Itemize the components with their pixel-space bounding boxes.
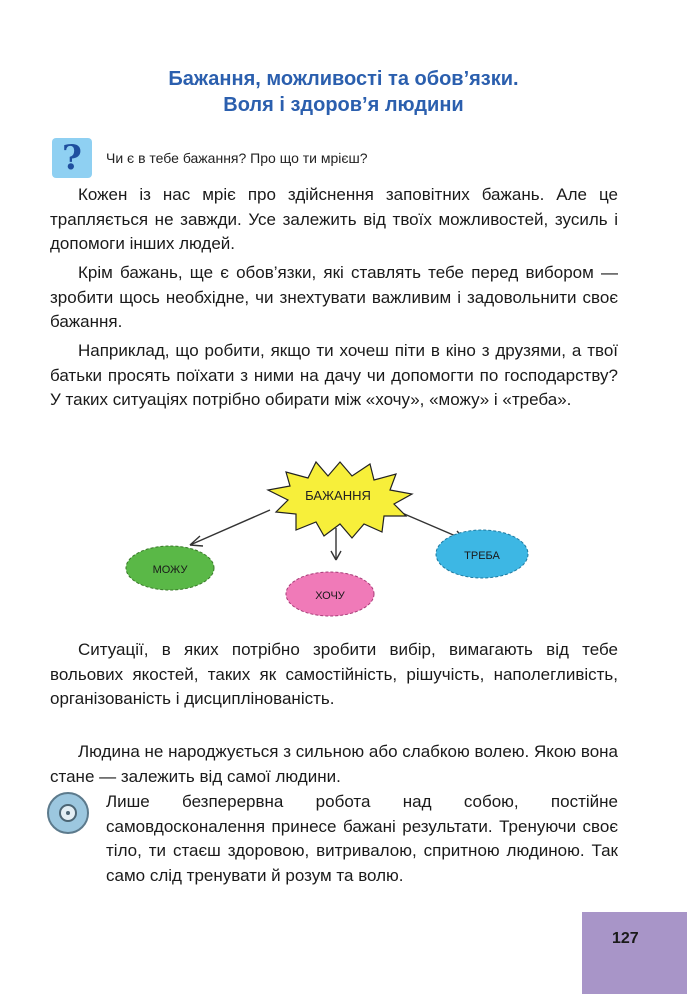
wishes-diagram bbox=[120, 450, 560, 640]
note-paragraph: Лише безперервна робота над собою, постійне самовдосконалення принесе бажані результати. Тренуючи своє тіло, ти стаєш здоровою, витривалою, спритною людиною. Так само слід тренувати й розум та волю. bbox=[106, 792, 618, 885]
title-line-2: Воля і здоров’я людини bbox=[223, 94, 464, 116]
paragraph-1: Кожен із нас мріє про здійснення заповітних бажань. Але це трапляється не завжди. Усе залежить від твоїх можливостей, зусиль і допомоги інших людей. bbox=[50, 185, 618, 254]
paragraph-3: Наприклад, що робити, якщо ти хочеш піти в кіно з друзями, а твої батьки просять поїхати з ними на дачу чи допомогти по господарству? У таких ситуаціях потрібно обирати між «хочу», «можу» і «треба». bbox=[50, 341, 618, 410]
paragraph-4: Ситуації, в яких потрібно зробити вибір, вимагають від тебе вольових якостей, таких як самостійність, рішучість, наполегливість, організованість і дисциплінованість. bbox=[50, 640, 618, 709]
page-tab bbox=[582, 912, 687, 994]
question-mark-icon: ? bbox=[52, 138, 92, 178]
page-title bbox=[0, 66, 687, 118]
cloud-khochu bbox=[286, 572, 374, 616]
label-khochu: ХОЧУ bbox=[315, 590, 345, 602]
label-bazhannia: БАЖАННЯ bbox=[305, 488, 371, 503]
page-number: 127 bbox=[612, 930, 639, 947]
arrow-to-left bbox=[190, 510, 270, 545]
cloud-mozhu bbox=[126, 546, 214, 590]
label-treba: ТРЕБА bbox=[464, 550, 500, 562]
disc-icon bbox=[47, 792, 89, 834]
paragraph-5: Людина не народжується з сильною або слабкою волею. Якою вона стане — залежить від самої людини. bbox=[50, 742, 618, 786]
question-text: Чи є в тебе бажання? Про що ти мрієш? bbox=[106, 150, 368, 166]
cloud-treba bbox=[436, 530, 528, 578]
label-mozhu: МОЖУ bbox=[152, 564, 188, 576]
paragraph-2: Крім бажань, ще є обов’язки, які ставлять тебе перед вибором — зробити щось необхідне, чи знехтувати важливим і задовольнити своє бажання. bbox=[50, 263, 618, 332]
title-line-1: Бажання, можливості та обов’язки. bbox=[168, 68, 519, 90]
